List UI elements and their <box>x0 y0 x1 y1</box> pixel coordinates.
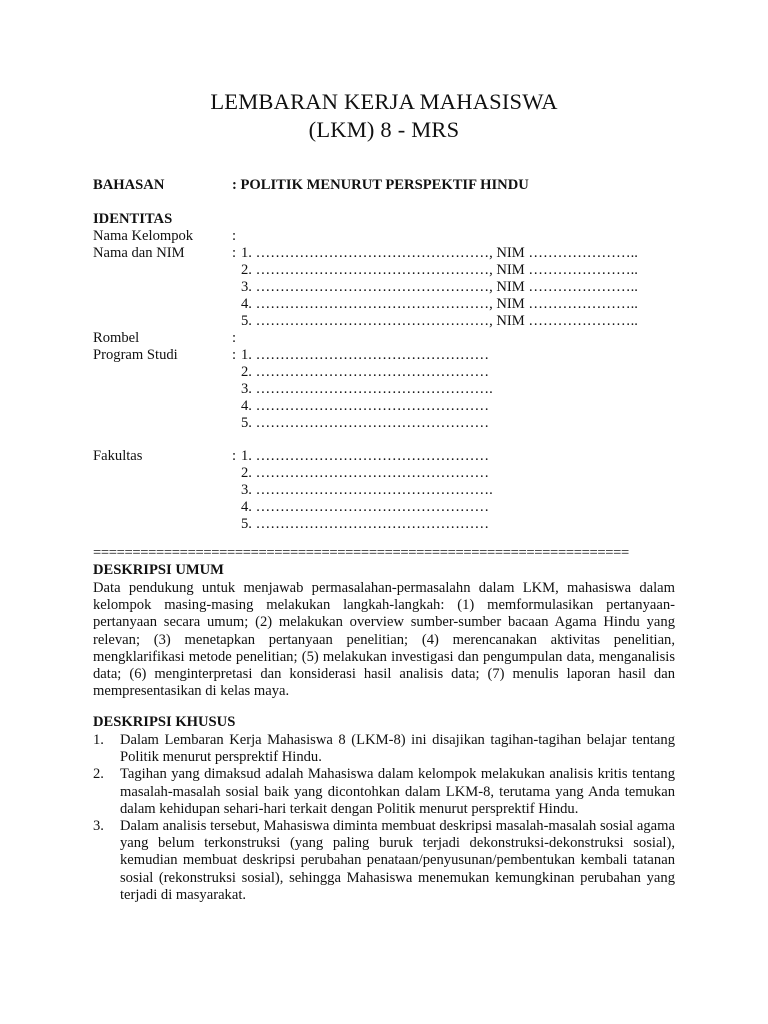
fakultas-line-5: 5. ………………………………………… <box>241 516 490 532</box>
rombel-row <box>93 330 683 347</box>
nama-nim-row <box>93 296 683 313</box>
section-separator: ==================================================================== <box>93 545 629 561</box>
nama-nim-label: Nama dan NIM <box>93 245 185 261</box>
fakultas-row <box>93 482 683 499</box>
bahasan-value: : POLITIK MENURUT PERSPEKTIF HINDU <box>232 177 529 193</box>
fakultas-line-4: 4. ………………………………………… <box>241 499 490 515</box>
deskripsi-khusus-list <box>93 732 675 904</box>
list-item <box>93 732 675 766</box>
program-studi-line-5: 5. ………………………………………… <box>241 415 490 431</box>
program-studi-line-1: 1. ………………………………………… <box>241 347 490 363</box>
nama-nim-line-4: 4. …………………………………………, NIM ………………….. <box>241 296 638 312</box>
list-item-number: 2. <box>93 766 104 783</box>
fakultas-row <box>93 465 683 482</box>
program-studi-line-4: 4. ………………………………………… <box>241 398 490 414</box>
nama-nim-line-5: 5. …………………………………………, NIM ………………….. <box>241 313 638 329</box>
program-studi-row <box>93 381 683 398</box>
fakultas-label: Fakultas <box>93 448 143 464</box>
fakultas-line-3: 3. …………………………………………. <box>241 482 493 498</box>
program-studi-line-3: 3. …………………………………………. <box>241 381 493 397</box>
rombel-label: Rombel <box>93 330 140 346</box>
program-studi-line-2: 2. ………………………………………… <box>241 364 490 380</box>
list-item-number: 3. <box>93 818 104 835</box>
deskripsi-umum-text: Data pendukung untuk menjawab permasalahan-permasalahn dalam LKM, mahasiswa dalam kelompok masing-masing melakukan langkah-langkah: (1) memformulasikan pertanyaan-pertanyaan secara umum; (2) melakukan overview sumber-sumber bacaan Agama Hindu yang relevan; (3) menetapkan pertanyaan penelitian; (4) merencanakan aktivitas penelitian, mengklarifikasi metode penelitian; (5) melakukan investigasi dan pengumpulan data, menganalisis data; (6) menginterpretasi dan konsiderasi hasil analisis data; (7) menulis laporan hasil dan mempresentasikan di kelas maya. <box>93 580 675 700</box>
nama-nim-colon: : <box>232 245 237 261</box>
fakultas-colon: : <box>232 448 237 464</box>
list-item-text: Dalam Lembaran Kerja Mahasiswa 8 (LKM-8) ini disajikan tagihan-tagihan belajar tentang Politik menurut persprektif Hindu. <box>120 732 675 766</box>
list-item <box>93 818 675 904</box>
fakultas-row <box>93 499 683 516</box>
list-item-text: Dalam analisis tersebut, Mahasiswa diminta membuat deskripsi masalah-masalah sosial agama yang belum terkonstruksi (yang paling buruk terjadi dekonstruksi-dekonstruksi sosial), kemudian membuat deskripsi perubahan penataan/penyusunan/pembentukan kembali tatanan sosial (rekonstruksi sosial), sehingga Mahasiswa menemukan kemungkinan perubahan yang terjadi di masyarakat. <box>120 818 675 903</box>
program-studi-row <box>93 415 683 432</box>
list-item-number: 1. <box>93 732 104 748</box>
program-studi-row <box>93 364 683 381</box>
list-item-text: Tagihan yang dimaksud adalah Mahasiswa dalam kelompok melakukan analisis kritis tentang masalah-masalah sosial baik yang dicontohkan dalam LKM-8, terutama yang Anda temukan dalam kehidupan sehari-hari terkait dengan Politik menurut persprektif Hindu. <box>120 766 675 817</box>
nama-nim-row <box>93 313 683 330</box>
list-item <box>93 766 675 818</box>
nama-kelompok-row <box>93 228 683 245</box>
nama-nim-line-2: 2. …………………………………………, NIM ………………….. <box>241 262 638 278</box>
fakultas-row <box>93 448 683 465</box>
program-studi-row <box>93 398 683 415</box>
nama-kelompok-colon: : <box>232 228 237 244</box>
nama-nim-line-3: 3. …………………………………………, NIM ………………….. <box>241 279 638 295</box>
page-subtitle: (LKM) 8 - MRS <box>308 117 460 142</box>
program-studi-row <box>93 347 683 364</box>
nama-nim-row <box>93 279 683 296</box>
page-title: LEMBARAN KERJA MAHASISWA <box>210 89 558 114</box>
fakultas-line-2: 2. ………………………………………… <box>241 465 490 481</box>
nama-nim-line-1: 1. …………………………………………, NIM ………………….. <box>241 245 638 261</box>
rombel-colon: : <box>232 330 237 346</box>
nama-kelompok-label: Nama Kelompok <box>93 228 194 244</box>
fakultas-row <box>93 516 683 533</box>
program-studi-colon: : <box>232 347 237 363</box>
fakultas-line-1: 1. ………………………………………… <box>241 448 490 464</box>
identitas-heading: IDENTITAS <box>93 211 173 227</box>
nama-nim-row <box>93 245 683 262</box>
nama-nim-row <box>93 262 683 279</box>
program-studi-label: Program Studi <box>93 347 178 363</box>
deskripsi-umum-heading: DESKRIPSI UMUM <box>93 562 224 578</box>
deskripsi-khusus-heading: DESKRIPSI KHUSUS <box>93 714 236 730</box>
bahasan-label: BAHASAN <box>93 177 165 193</box>
